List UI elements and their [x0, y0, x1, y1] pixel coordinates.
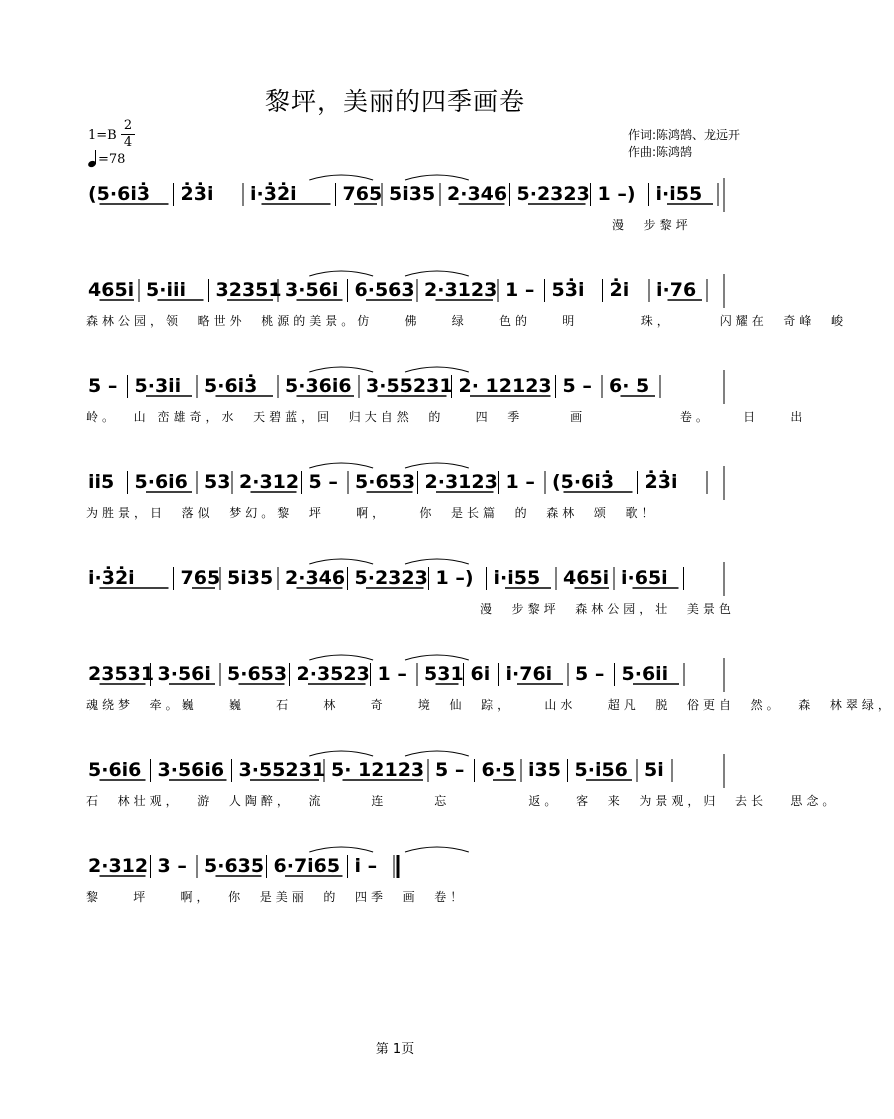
measure: (5·6i3̇ — [552, 471, 615, 493]
time-signature — [121, 119, 135, 150]
slur-arc — [405, 559, 469, 564]
measure: 465i — [563, 567, 610, 589]
measure: 3·56i — [285, 279, 339, 301]
measure: 765 — [342, 183, 383, 205]
measure: 2·312 — [88, 855, 149, 877]
slur-arc — [405, 271, 469, 276]
measure: 53̇i — [551, 279, 585, 301]
slur-arc — [309, 271, 373, 276]
measure: 5·2323 — [516, 183, 590, 205]
measure: 5i — [644, 759, 664, 781]
page-number: 第 1页 — [375, 1042, 415, 1057]
measure: 23531 — [88, 663, 155, 685]
measure: 465i — [88, 279, 135, 301]
measure: 2̇3̇i — [180, 183, 214, 205]
score-line-2 — [0, 272, 847, 332]
score-line-6 — [0, 656, 894, 716]
time-signature-top: 2 — [123, 118, 133, 133]
slur-arc — [309, 175, 373, 180]
measure: 5 – — [308, 471, 338, 493]
measure: 5 – — [435, 759, 465, 781]
measure: 5·653 — [355, 471, 416, 493]
score-line-8 — [0, 848, 790, 908]
slur-arc — [309, 559, 373, 564]
quarter-note-icon — [88, 150, 98, 168]
measure: 531 — [424, 663, 464, 685]
measure: 5·6ii — [621, 663, 669, 685]
measure: i – — [354, 855, 378, 877]
lyrics-line-6: 魂绕梦 牵。巍 巍 石 林 奇 境 仙 踪， 山水 超凡 脱 俗更自 然。 森 林翠绿， — [86, 698, 894, 712]
measure: 6i — [470, 663, 491, 685]
measure: 3·55231 — [366, 375, 453, 397]
slur-arc — [309, 655, 373, 660]
measure: (5·6i3̇ — [88, 183, 151, 205]
measure: 6·7i65 — [273, 855, 341, 877]
slur-arc — [405, 847, 469, 852]
measure: 5i35 — [227, 567, 274, 589]
measure: i·3̇2̇i — [250, 183, 297, 205]
measure: 5·36i6 — [285, 375, 352, 397]
lyrics-line-3: 岭。 山 峦雄奇，水 天碧蓝，回 归大自然 的 四 季 画 卷。 日 出 — [86, 410, 807, 424]
measure: i·76i — [505, 663, 553, 685]
measure: 1 –) — [597, 183, 636, 205]
measure: 2·312 — [239, 471, 300, 493]
measure: 3 – — [157, 855, 187, 877]
measure: 2·3123 — [424, 279, 498, 301]
score-line-4 — [0, 464, 790, 524]
slur-arc — [309, 463, 373, 468]
measure: ii5 — [88, 471, 115, 493]
lyrics-line-8: 黎 坪 啊， 你 是美丽 的 四季 画 卷！ — [86, 890, 467, 904]
score-line-7 — [0, 752, 839, 812]
measure: 32351 — [215, 279, 282, 301]
tempo-marking — [88, 150, 125, 168]
measure: 6·563 — [354, 279, 415, 301]
score-line-5 — [0, 560, 790, 620]
measure: 2·3123 — [424, 471, 498, 493]
measure: i35 — [528, 759, 561, 781]
measure: 5 – — [575, 663, 605, 685]
measure: 5 – — [562, 375, 592, 397]
measure: 2·346 — [285, 567, 346, 589]
lyrics-line-2: 森林公园，领 略世外 桃源的美景。仿 佛 绿 色的 明 珠， 闪耀在 奇峰 峻 — [86, 314, 847, 328]
lyrics-line-7: 石 林壮观， 游 人陶醉， 流 连 忘 返。 客 来 为景观，归 去长 思念。 — [86, 794, 839, 808]
measure: i·65i — [621, 567, 668, 589]
measure: 5·6i3̇ — [204, 375, 258, 397]
measure: 2·346 — [447, 183, 508, 205]
measure: 2̇i — [609, 279, 630, 301]
slur-arc — [405, 751, 469, 756]
measure: i·3̇2̇i — [88, 567, 135, 589]
measure: 1 – — [505, 279, 535, 301]
measure: 5·3ii — [134, 375, 182, 397]
slur-arc — [405, 367, 469, 372]
measure: 53 — [204, 471, 231, 493]
measure: i·76 — [656, 279, 697, 301]
measure: 2· 12123 — [458, 375, 552, 397]
measure: 6·5 — [481, 759, 516, 781]
composer: 作曲:陈鸿鹄 — [628, 145, 693, 159]
measure: 5 – — [88, 375, 118, 397]
measure: i·i55 — [655, 183, 703, 205]
lyrics-line-1: 漫 步黎坪 — [612, 218, 692, 232]
time-signature-bottom: 4 — [123, 135, 133, 150]
measure: 5·iii — [146, 279, 186, 301]
measure: 6· 5 — [609, 375, 650, 397]
measure: 3·55231 — [238, 759, 326, 781]
song-title: 黎坪，美丽的四季画卷 — [264, 87, 525, 116]
score-line-1 — [0, 176, 790, 236]
measure: 1 –) — [435, 567, 474, 589]
measure: 5i35 — [389, 183, 436, 205]
measure: 5·2323 — [354, 567, 428, 589]
credits — [628, 127, 740, 161]
key-signature: 1=B — [88, 128, 117, 143]
measure: 3·56i6 — [157, 759, 225, 781]
measure: 5·i56 — [574, 759, 628, 781]
measure: 5·6i6 — [88, 759, 142, 781]
measure: 3·56i — [157, 663, 211, 685]
measure: 5·653 — [227, 663, 288, 685]
measure: 1 – — [505, 471, 535, 493]
measure: 5· 12123 — [331, 759, 425, 781]
slur-arc — [405, 655, 469, 660]
slur-arc — [405, 175, 469, 180]
measure: i·i55 — [493, 567, 541, 589]
tempo-value: =78 — [98, 152, 126, 167]
slur-arc — [309, 367, 373, 372]
lyrics-line-5: 漫 步黎坪 森林公园，壮 美景色 — [480, 602, 735, 616]
slur-arc — [405, 463, 469, 468]
measure: 1 – — [377, 663, 407, 685]
measure: 5·635 — [204, 855, 265, 877]
lyricist: 作词:陈鸿鹄、龙远开 — [628, 128, 741, 142]
lyrics-line-4: 为胜景，日 落似 梦幻。黎 坪 啊， 你 是长篇 的 森林 颂 歌！ — [86, 506, 658, 520]
score-line-3 — [0, 368, 807, 428]
slur-arc — [309, 751, 373, 756]
slur-arc — [309, 847, 373, 852]
measure: 2̇3̇i — [644, 471, 678, 493]
measure: 765 — [180, 567, 221, 589]
measure: 2·3523 — [296, 663, 370, 685]
measure: 5·6i6 — [134, 471, 188, 493]
